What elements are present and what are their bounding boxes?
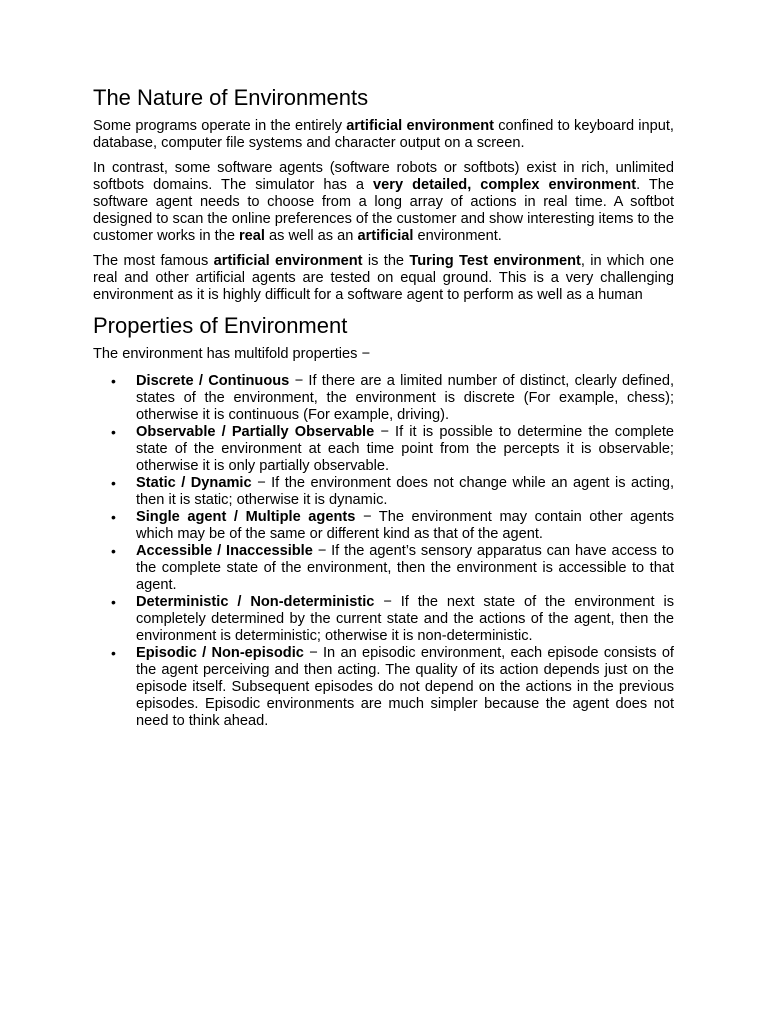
bullet-icon: • bbox=[111, 594, 116, 610]
bullet-icon: • bbox=[111, 509, 116, 525]
property-term: Single agent / Multiple agents bbox=[136, 509, 356, 525]
bold-term: artificial environment bbox=[213, 253, 363, 269]
list-item-single-multiple-agents bbox=[111, 509, 674, 543]
text-run: . The software agent needs to choose from a long array of actions in real time. A softbot designed to scan the online preferences of the customer and show interesting items to the customer works in the bbox=[93, 177, 674, 244]
property-term: Accessible / Inaccessible bbox=[136, 543, 313, 559]
text-run: environment. bbox=[413, 228, 502, 244]
list-item-deterministic bbox=[111, 594, 674, 645]
list-item-episodic bbox=[111, 645, 674, 730]
heading-properties-of-environment: Properties of Environment bbox=[93, 313, 348, 338]
property-term: Deterministic / Non-deterministic bbox=[136, 594, 375, 610]
property-term: Discrete / Continuous bbox=[136, 373, 290, 389]
document-page bbox=[93, 84, 674, 730]
bullet-icon: • bbox=[111, 475, 116, 491]
paragraph-artificial-environment bbox=[93, 118, 674, 152]
heading-nature-of-environments: The Nature of Environments bbox=[93, 85, 369, 110]
bullet-icon: • bbox=[111, 373, 116, 389]
property-description: − If there are a limited number of distinct, clearly defined, states of the environment, the environment is discrete (For example, chess); otherwise it is continuous (For example, driving). bbox=[136, 373, 674, 423]
list-item-static-dynamic bbox=[111, 475, 674, 509]
text-run: confined to keyboard input, database, computer file systems and character output on a screen. bbox=[93, 118, 674, 151]
text-run: The most famous bbox=[93, 253, 214, 269]
bold-term: artificial bbox=[357, 228, 414, 244]
bold-term: very detailed, complex environment bbox=[373, 177, 637, 193]
list-item-discrete-continuous bbox=[111, 373, 674, 424]
bold-term: artificial environment bbox=[346, 118, 495, 134]
bold-term: Turing Test environment bbox=[409, 253, 581, 269]
text-run: is the bbox=[362, 253, 410, 269]
paragraph-softbots bbox=[93, 160, 674, 245]
text-run: In contrast, some software agents (software robots or softbots) exist in rich, unlimited softbots domains. The simulator has a bbox=[93, 160, 674, 193]
text-run: Some programs operate in the entirely bbox=[93, 118, 347, 134]
property-description: − If the environment does not change while an agent is acting, then it is static; otherwise it is dynamic. bbox=[136, 475, 674, 508]
property-description: − If the next state of the environment is completely determined by the current state and the actions of the agent, then the environment is deterministic; otherwise it is non-deterministic. bbox=[136, 594, 674, 644]
properties-list bbox=[93, 373, 674, 730]
property-description: − If it is possible to determine the complete state of the environment at each time point from the percepts it is observable; otherwise it is only partially observable. bbox=[136, 424, 674, 474]
text-run: , in which one real and other artificial agents are tested on equal ground. This is a very challenging environment as it is highly difficult for a software agent to perform as well as a human bbox=[93, 253, 674, 303]
bold-term: real bbox=[239, 228, 265, 244]
property-term: Observable / Partially Observable bbox=[136, 424, 375, 440]
property-description: − The environment may contain other agents which may be of the same or different kind as that of the agent. bbox=[136, 509, 674, 542]
property-description: − In an episodic environment, each episode consists of the agent perceiving and then acting. The quality of its action depends just on the episode itself. Subsequent episodes do not depend on the actions in the previous episodes. Episodic environments are much simpler because the agent does not need to think ahead. bbox=[136, 645, 674, 729]
bullet-icon: • bbox=[111, 645, 116, 661]
bullet-icon: • bbox=[111, 424, 116, 440]
paragraph-turing-test bbox=[93, 253, 674, 304]
bullet-icon: • bbox=[111, 543, 116, 559]
paragraph-properties-intro: The environment has multifold properties − bbox=[93, 346, 371, 362]
property-description: − If the agent’s sensory apparatus can have access to the complete state of the environment, then the environment is accessible to that agent. bbox=[136, 543, 674, 593]
list-item-observable bbox=[111, 424, 674, 475]
text-run: as well as an bbox=[264, 228, 358, 244]
list-item-accessible-inaccessible bbox=[111, 543, 674, 594]
property-term: Static / Dynamic bbox=[136, 475, 252, 491]
property-term: Episodic / Non-episodic bbox=[136, 645, 304, 661]
